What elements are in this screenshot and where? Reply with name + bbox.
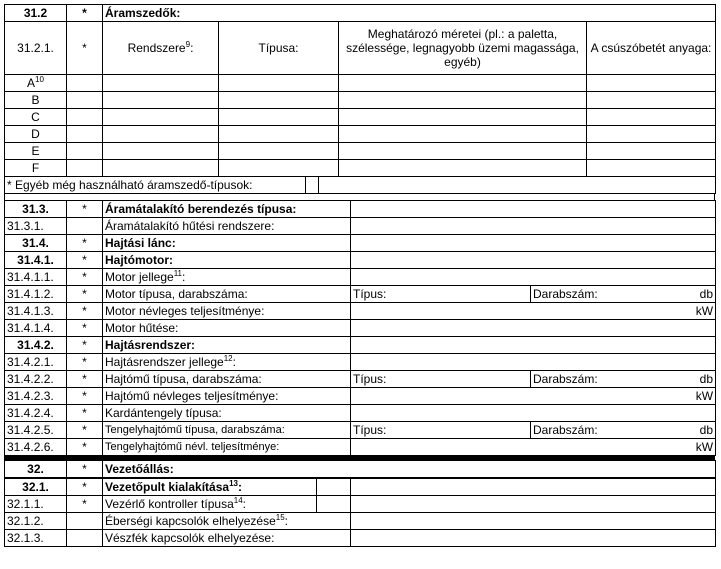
row-number: 31.4.2.1. [5, 354, 67, 371]
value-field[interactable] [351, 496, 716, 513]
value-field-short[interactable] [317, 478, 351, 496]
collector-type-field[interactable] [219, 92, 339, 109]
required-marker: * [67, 354, 103, 371]
required-marker: * [67, 405, 103, 422]
count-field[interactable] [531, 422, 716, 439]
row-number: 31.3.1. [5, 218, 67, 235]
count-unit: db [699, 372, 714, 386]
required-marker: * [67, 22, 103, 75]
row-label: Vezetőpult kialakítása$^{13}$: [103, 478, 317, 496]
row-label: Motor típusa, darabszáma: [103, 286, 351, 303]
collector-dimensions-field[interactable] [339, 109, 587, 126]
collector-system-field[interactable] [103, 126, 219, 143]
drive-chain-table [4, 200, 716, 456]
row-number: 31.4.2.2. [5, 371, 67, 388]
row-label: Motor hűtése: [103, 320, 351, 337]
required-marker [67, 513, 103, 530]
collector-type-field[interactable] [219, 126, 339, 143]
collector-row-label: B [5, 92, 67, 109]
required-marker: * [67, 269, 103, 286]
required-marker: * [67, 286, 103, 303]
collector-dimensions-field[interactable] [339, 160, 587, 177]
row-number: 31.4.1.3. [5, 303, 67, 320]
count-unit: db [699, 287, 714, 301]
collector-type-field[interactable] [219, 143, 339, 160]
collector-row-marker [67, 75, 103, 92]
required-marker: * [67, 496, 103, 513]
count-label: Darabszám: [533, 372, 598, 386]
collector-dimensions-field[interactable] [339, 92, 587, 109]
row-label: Hajtómű névleges teljesítménye: [103, 388, 351, 405]
value-field[interactable] [351, 201, 716, 218]
row-number: 31.4.2. [5, 337, 67, 354]
row-number: 32.1. [5, 478, 67, 496]
required-marker: * [67, 371, 103, 388]
other-types-field[interactable] [306, 177, 319, 193]
collector-row-marker [67, 160, 103, 177]
collector-system-field[interactable] [103, 92, 219, 109]
required-marker: * [67, 235, 103, 252]
required-marker: * [67, 337, 103, 354]
value-field[interactable] [351, 337, 716, 354]
row-label: Áramátalakító berendezés típusa: [103, 201, 351, 218]
row-label: Vészfék kapcsolók elhelyezése: [103, 530, 351, 547]
section-title: Áramszedők: [103, 5, 716, 22]
count-label: Darabszám: [533, 287, 598, 301]
row-label: Éberségi kapcsolók elhelyezése$^{15}$: [103, 513, 351, 530]
collector-row-marker [67, 109, 103, 126]
required-marker [67, 530, 103, 547]
collector-material-field[interactable] [587, 109, 716, 126]
collector-row-label: D [5, 126, 67, 143]
row-number: 31.4.2.3. [5, 388, 67, 405]
required-marker: * [67, 461, 103, 479]
row-label: Hajtásrendszer: [103, 337, 351, 354]
value-field[interactable] [351, 252, 716, 269]
count-field[interactable] [531, 286, 716, 303]
required-marker: * [67, 439, 103, 456]
value-field[interactable] [351, 354, 716, 371]
row-number: 31.3. [5, 201, 67, 218]
collector-material-field[interactable] [587, 143, 716, 160]
collector-row-marker [67, 92, 103, 109]
count-label: Darabszám: [533, 423, 598, 437]
other-types-row [5, 177, 716, 194]
header-type: Típusa: [219, 22, 339, 75]
value-field[interactable] [351, 478, 716, 496]
collector-system-field[interactable] [103, 75, 219, 92]
row-number: 31.4.1.2. [5, 286, 67, 303]
row-label: Vezetőállás: [103, 461, 716, 479]
row-label: Hajtómotor: [103, 252, 351, 269]
row-label: Vezérlő kontroller típusa$^{14}$: [103, 496, 317, 513]
type-field[interactable]: Típus: [351, 422, 531, 439]
collector-row-marker [67, 126, 103, 143]
collector-row-label: $A^{10}$ [5, 75, 67, 92]
collector-type-field[interactable] [219, 75, 339, 92]
row-number: 31.4. [5, 235, 67, 252]
collector-material-field[interactable] [587, 92, 716, 109]
power-field[interactable]: kW [351, 439, 716, 456]
row-number: 31.4.1.4. [5, 320, 67, 337]
collector-row-label: E [5, 143, 67, 160]
row-number: 31.4.1. [5, 252, 67, 269]
row-label: Tengelyhajtómű típusa, darabszáma: [103, 422, 351, 439]
required-marker: * [67, 303, 103, 320]
required-marker: * [67, 252, 103, 269]
value-field[interactable] [351, 405, 716, 422]
row-label: Hajtásrendszer jellege$^{12}$: [103, 354, 351, 371]
row-label: Hajtómű típusa, darabszáma: [103, 371, 351, 388]
value-field[interactable] [351, 320, 716, 337]
row-number: 32.1.3. [5, 530, 67, 547]
row-number: 31.4.1.1. [5, 269, 67, 286]
collector-dimensions-field[interactable] [339, 75, 587, 92]
count-field[interactable] [531, 371, 716, 388]
collector-row-label: C [5, 109, 67, 126]
count-unit: db [699, 423, 714, 437]
value-field-short[interactable] [317, 496, 351, 513]
value-field[interactable] [351, 235, 716, 252]
collector-material-field[interactable] [587, 126, 716, 143]
required-marker: * [67, 478, 103, 496]
row-number: 31.4.2.6. [5, 439, 67, 456]
header-dimensions: Meghatározó méretei (pl.: a paletta, szélessége, legnagyobb üzemi magassága, egyéb) [339, 22, 587, 75]
other-types-label: * Egyéb még használható áramszedő-típusok: [5, 177, 306, 193]
row-label: Motor jellege$^{11}$: [103, 269, 351, 286]
collector-material-field[interactable] [587, 160, 716, 177]
required-marker: * [67, 320, 103, 337]
required-marker: * [67, 388, 103, 405]
row-number: 32.1.2. [5, 513, 67, 530]
header-system: Rendszere$^9$: [103, 22, 219, 75]
driver-cab-table [4, 460, 716, 547]
collector-system-field[interactable] [103, 143, 219, 160]
row-label: Áramátalakító hűtési rendszere: [103, 218, 351, 235]
section-number: 31.2 [5, 5, 67, 22]
value-field[interactable] [351, 269, 716, 286]
required-marker [67, 218, 103, 235]
row-label: Tengelyhajtómű névl. teljesítménye: [103, 439, 351, 456]
value-field[interactable] [351, 530, 716, 547]
value-field[interactable] [351, 218, 716, 235]
type-field[interactable]: Típus: [351, 371, 531, 388]
collector-row-label: F [5, 160, 67, 177]
collector-system-field[interactable] [103, 109, 219, 126]
row-label: Hajtási lánc: [103, 235, 351, 252]
required-marker: * [67, 422, 103, 439]
header-material: A csúszóbetét anyaga: [587, 22, 716, 75]
required-marker: * [67, 5, 103, 22]
row-number: 31.4.2.4. [5, 405, 67, 422]
current-collectors-table [4, 4, 716, 194]
row-number: 31.4.2.5. [5, 422, 67, 439]
type-field[interactable]: Típus: [351, 286, 531, 303]
collector-system-field[interactable] [103, 160, 219, 177]
row-label: Kardántengely típusa: [103, 405, 351, 422]
row-label: Motor névleges teljesítménye: [103, 303, 351, 320]
form-page [4, 4, 715, 547]
collector-type-field[interactable] [219, 109, 339, 126]
row-number: 32. [5, 461, 67, 479]
required-marker: * [67, 201, 103, 218]
subsection-number: 31.2.1. [5, 22, 67, 75]
power-field[interactable]: kW [351, 388, 716, 405]
value-field[interactable] [351, 513, 716, 530]
collector-dimensions-field[interactable] [339, 126, 587, 143]
power-field[interactable]: kW [351, 303, 716, 320]
collector-material-field[interactable] [587, 75, 716, 92]
row-number: 32.1.1. [5, 496, 67, 513]
collector-type-field[interactable] [219, 160, 339, 177]
collector-row-marker [67, 143, 103, 160]
collector-dimensions-field[interactable] [339, 143, 587, 160]
